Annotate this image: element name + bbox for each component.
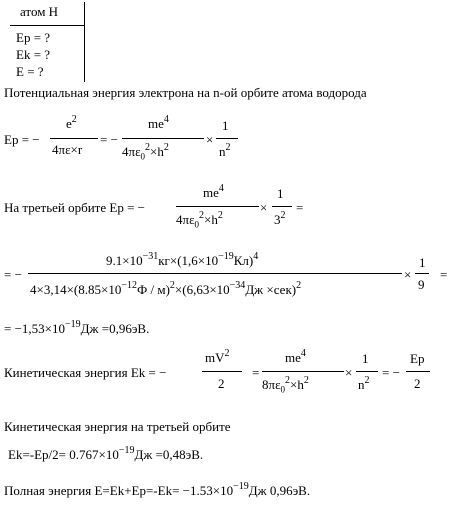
eq4-frac2-num: $me^4$ (285, 348, 306, 365)
eq2-frac3-bar (272, 206, 292, 207)
given-vertical-divider (84, 2, 85, 82)
given-item-e: E = ? (16, 64, 44, 79)
eq4-lhs: Кинетическая энергия Ek = − (4, 365, 167, 380)
eq4-frac4-bar (406, 371, 430, 372)
eq1-lhs: Ep = − (4, 132, 40, 147)
given-item-ek: Ek = ? (16, 47, 51, 62)
eq3-small-frac-bar (415, 273, 429, 274)
eq3-lhs: = − (4, 267, 22, 282)
eq3-frac-bar (28, 273, 402, 274)
eq2-frac-den: $4\pi\varepsilon_0^2\times h^2$ (176, 210, 223, 230)
eq2-times: × (260, 200, 268, 215)
eq4-eq2: = − (382, 365, 400, 380)
eq1-frac1-bar (50, 138, 98, 139)
eq2-frac-num: $me^4$ (203, 183, 224, 200)
eq2-eq: = (296, 200, 304, 215)
eq2-frac-bar (176, 206, 259, 207)
intro-text: Потенциальная энергия электрона на n-ой орбите атома водорода (4, 85, 367, 100)
eq4-frac4-den: 2 (414, 376, 421, 391)
eq1-times: × (206, 132, 214, 147)
eq4-frac2-bar (262, 371, 344, 372)
given-item-ep: Ep = ? (16, 30, 51, 45)
given-header-divider (10, 25, 84, 26)
eq3-times: × (404, 267, 412, 282)
eq3-frac-den: 9 (418, 277, 425, 292)
eq1-frac1-num: $e^2$ (66, 114, 77, 131)
eq1-eq: = − (100, 132, 118, 147)
eq3-numerator: $9.1\times 10^{-31}кг\times(1,6\times 10^{-19}Кл)^4$ (106, 251, 259, 268)
eq4-frac3-den: $n^2$ (358, 375, 370, 392)
result-total-energy: Полная энергия $E=Ek+Ep=-Ek= -1.53\times 10^{-19}Дж$ 0,96эВ. (4, 481, 311, 498)
ek-third-heading: Кинетическая энергия на третьей орбите (4, 419, 231, 434)
eq4-eq1: = (252, 365, 260, 380)
eq1-frac3-num: 1 (222, 118, 229, 133)
eq1-frac2-den: $4\pi\varepsilon_0^2\times h^2$ (122, 142, 169, 162)
eq3-frac-num: 1 (419, 255, 426, 270)
given-header: атом H (20, 4, 59, 19)
eq1-frac3-den: $n^2$ (219, 142, 231, 159)
eq4-frac2-den: $8\pi\varepsilon_0^2\times h^2$ (262, 375, 309, 395)
eq2-frac3-num: 1 (277, 186, 284, 201)
eq3-eq: = (440, 267, 448, 282)
eq4-frac1-den: 2 (218, 376, 225, 391)
eq3-denominator: $4\times 3,14\times(8.85\times 10^{-12}Ф / м)^2\times(6,63\times 10^{-34}Дж \times сек)^2$ (30, 280, 302, 297)
eq1-frac2-num: $me^4$ (148, 114, 169, 131)
eq4-frac1-num: $mV^2$ (205, 348, 230, 365)
eq1-frac3-bar (216, 138, 238, 139)
eq2-lhs: На третьей орбите Ep = − (4, 200, 145, 215)
eq4-frac3-bar (356, 371, 378, 372)
eq1-frac2-bar (122, 138, 204, 139)
result-ep-third: = $-1,53\times 10^{-19}Дж =0,96эВ$. (4, 319, 150, 336)
result-ek-third: $Ek=-Ep/2= 0.767\times 10^{-19}Дж =0,48эВ$. (8, 445, 204, 462)
eq4-frac3-num: 1 (362, 351, 369, 366)
eq1-frac1-den: 4πε×r (52, 142, 83, 157)
eq2-frac3-den: $3^2$ (274, 210, 286, 227)
eq4-times: × (345, 365, 353, 380)
eq4-frac1-bar (202, 371, 242, 372)
eq4-frac4-num: Ep (410, 351, 425, 366)
